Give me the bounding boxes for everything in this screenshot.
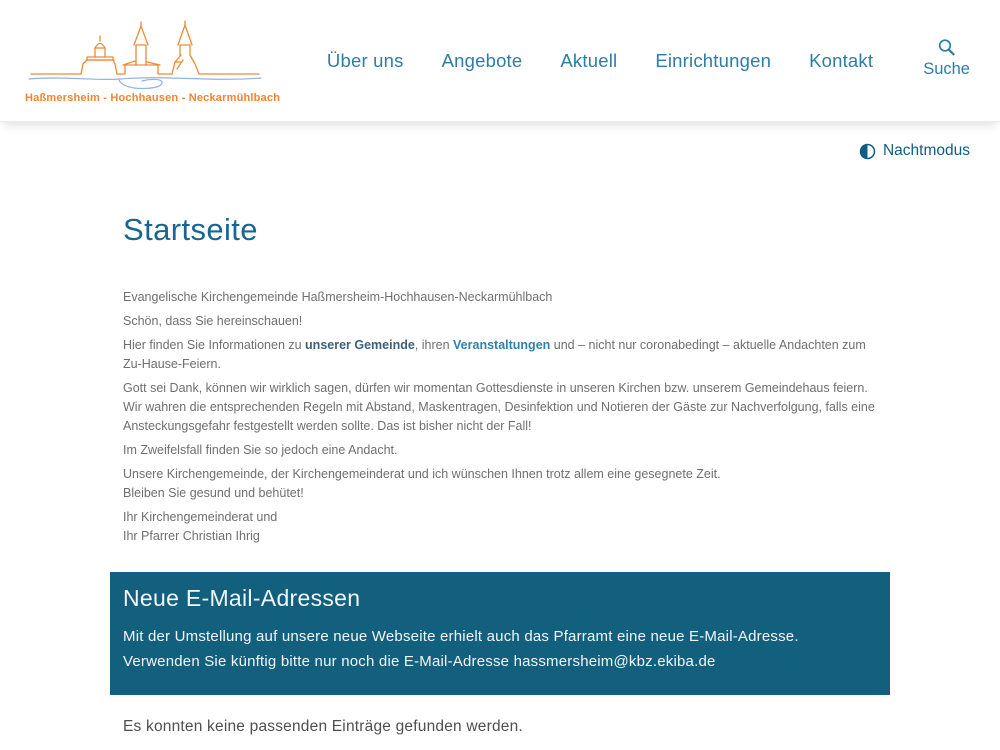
notice-line-2: Verwenden Sie künftig bitte nur noch die E-Mail-Adresse hassmersheim@kbz.ekiba.de (123, 652, 716, 670)
nav-search-label: Suche (923, 60, 970, 78)
signature-line-2: Ihr Pfarrer Christian Ihrig (123, 529, 260, 543)
main-nav (327, 42, 970, 79)
logo-caption: Haßmersheim - Hochhausen - Neckarmühlbach (25, 92, 281, 104)
empty-state-message: Es konnten keine passenden Einträge gefunden werden. (123, 718, 523, 735)
notice-line-1: Mit der Umstellung auf unsere neue Webseite erhielt auch das Pfarramt eine neue E-Mail-Adresse. (123, 628, 799, 645)
site-logo[interactable] (25, 17, 281, 104)
link-unserer-gemeinde[interactable]: unserer Gemeinde (305, 338, 415, 352)
notice-title: Neue E-Mail-Adressen (123, 585, 361, 611)
notice-body (123, 625, 877, 674)
p3-text-mid: , ihren (414, 338, 454, 352)
p3-text-after: und – nicht nur coronabedingt – aktuelle Andachten zum Zu-Hause-Feiern. (123, 338, 866, 371)
notice-box (110, 572, 890, 695)
link-veranstaltungen[interactable]: Veranstaltungen (453, 338, 551, 352)
page-title: Startseite (123, 212, 258, 247)
nav-item-einrichtungen[interactable]: Einrichtungen (655, 49, 772, 71)
half-moon-icon (859, 143, 876, 160)
night-mode-toggle[interactable] (859, 142, 970, 160)
intro-paragraph-2: Schön, dass Sie hereinschauen! (123, 314, 303, 328)
nav-item-ueber-uns[interactable]: Über uns (326, 49, 404, 71)
intro-paragraph-3 (110, 336, 890, 374)
intro-paragraph-6 (110, 465, 890, 503)
nightmode-row (0, 122, 1000, 160)
intro-paragraph-5: Im Zweifelsfall finden Sie so jedoch eine Andacht. (123, 443, 398, 457)
intro-paragraph-4: Gott sei Dank, können wir wirklich sagen, dürfen wir momentan Gottesdienste in unseren Kirchen bzw. unserem Gemeindehaus feiern. Wir wahren die entsprechenden Regeln mit Abstand, Maskentragen, Desinfektion und Notieren der Gäste zur Nachverfolgung, falls eine Ansteckungsgefahr festgestellt werden sollte. Das ist bisher nicht der Fall! (123, 381, 875, 433)
main-content (110, 212, 890, 736)
nav-search[interactable] (923, 38, 970, 79)
p6-line-2: Bleiben Sie gesund und behütet! (123, 486, 304, 500)
intro-paragraph-1: Evangelische Kirchengemeinde Haßmersheim-Hochhausen-Neckarmühlbach (123, 290, 553, 304)
p6-line-1: Unsere Kirchengemeinde, der Kirchengemeinderat und ich wünschen Ihnen trotz allem eine gesegnete Zeit. (123, 467, 721, 481)
signature-line-1: Ihr Kirchengemeinderat und (123, 510, 278, 524)
site-header (0, 0, 1000, 122)
nav-item-kontakt[interactable]: Kontakt (809, 49, 874, 71)
nav-item-angebote[interactable]: Angebote (441, 49, 523, 71)
p3-text-before: Hier finden Sie Informationen zu (123, 338, 306, 352)
signature-paragraph (110, 508, 890, 546)
nav-item-aktuell[interactable]: Aktuell (560, 49, 618, 71)
magnifier-icon (937, 38, 956, 57)
village-skyline-illustration (25, 17, 265, 89)
night-mode-label: Nachtmodus (882, 142, 970, 159)
